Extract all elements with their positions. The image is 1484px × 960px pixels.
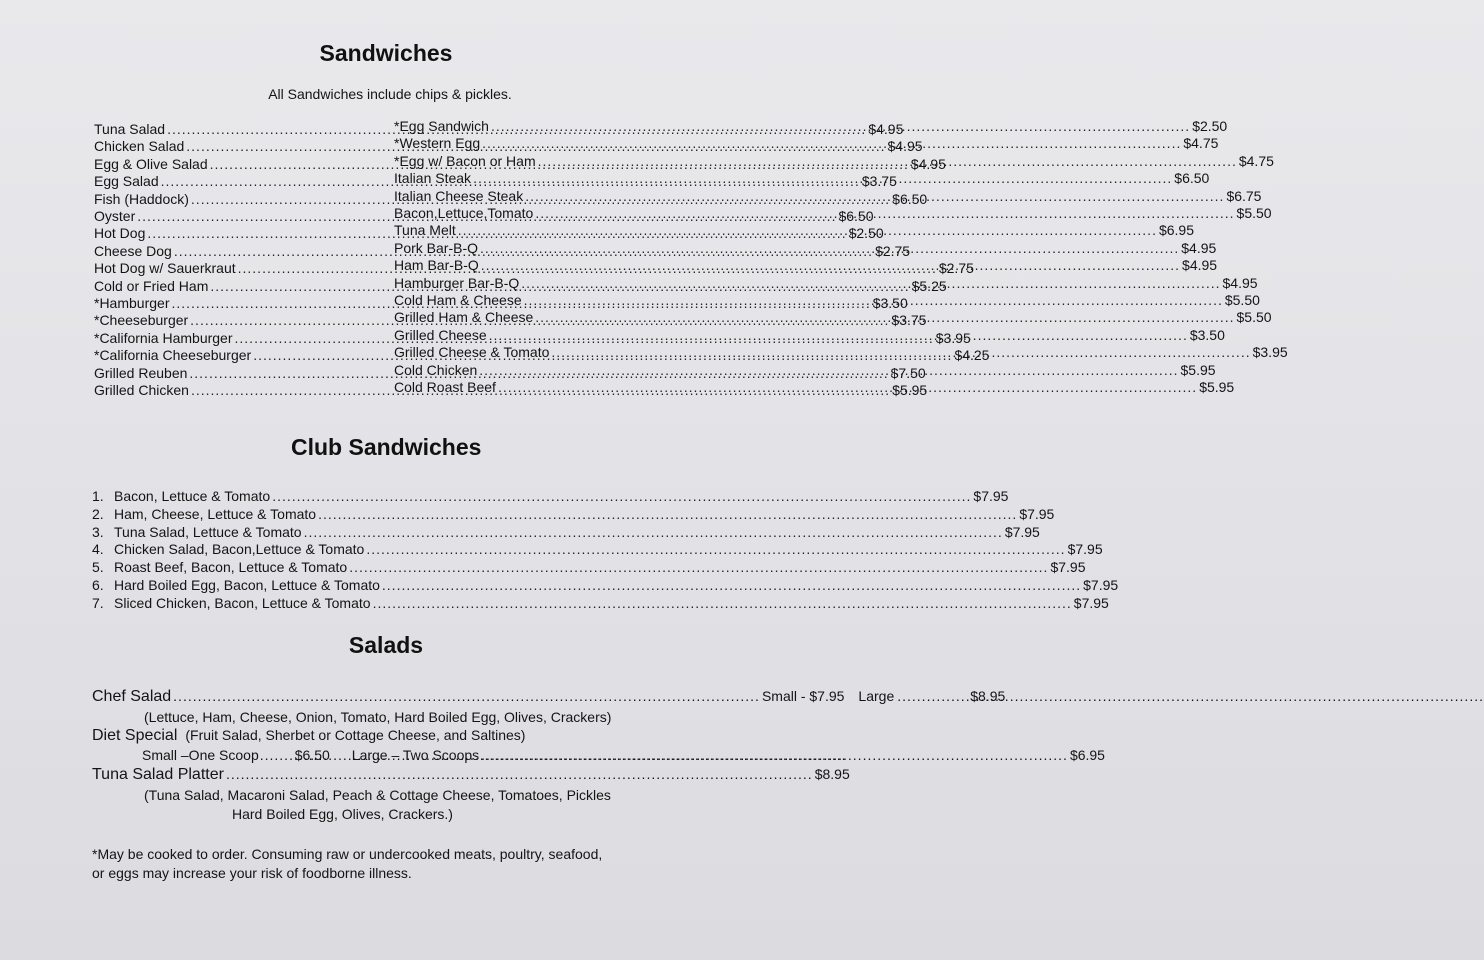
notice-line-1: *May be cooked to order. Consuming raw or undercooked meats, poultry, seafood, bbox=[92, 846, 603, 862]
item-number: 2. bbox=[92, 505, 104, 522]
item-name: Sliced Chicken, Bacon, Lettuce & Tomato bbox=[114, 594, 371, 611]
item-name: Cold Ham & Cheese bbox=[394, 292, 522, 309]
club-sandwiches-list bbox=[92, 488, 1119, 613]
leader-dots bbox=[349, 559, 1048, 577]
item-price: $5.25 bbox=[911, 277, 947, 294]
item-price: $6.95 bbox=[1158, 222, 1195, 239]
item-price: $5.50 bbox=[1224, 292, 1260, 309]
leader-dots bbox=[226, 766, 813, 782]
item-name: Ham, Cheese, Lettuce & Tomato bbox=[114, 505, 317, 522]
leader-dots bbox=[535, 309, 1234, 326]
diet-large-price: $6.95 bbox=[1069, 747, 1105, 763]
item-price: $7.95 bbox=[1004, 523, 1040, 540]
item-name: Grilled Ham & Cheese bbox=[394, 309, 534, 326]
item-name: *Western Egg bbox=[394, 135, 481, 152]
item-price: $5.95 bbox=[1199, 379, 1235, 396]
tuna-platter-row bbox=[92, 766, 850, 786]
item-name: Italian Steak bbox=[394, 170, 472, 187]
chef-salad-description: (Lettuce, Ham, Cheese, Onion, Tomato, Hard Boiled Egg, Olives, Crackers) bbox=[144, 709, 612, 725]
item-price: $4.95 bbox=[1222, 274, 1258, 291]
item-number: 4. bbox=[92, 541, 104, 558]
item-name: Tuna Salad, Lettuce & Tomato bbox=[114, 523, 302, 540]
club-item bbox=[92, 559, 1086, 577]
club-item bbox=[92, 576, 1119, 595]
item-price: $4.95 bbox=[868, 121, 904, 137]
leader-dots bbox=[525, 188, 1224, 205]
item-name: Roast Beef, Bacon, Lettuce & Tomato bbox=[114, 559, 348, 576]
salads-heading: Salads bbox=[348, 632, 424, 658]
leader-dots bbox=[173, 688, 760, 704]
chef-salad-large-price: $8.95 bbox=[970, 688, 1006, 704]
tuna-platter-description-2: Hard Boiled Egg, Olives, Crackers.) bbox=[232, 806, 453, 822]
item-number: 1. bbox=[92, 488, 104, 504]
diet-small-option bbox=[142, 747, 330, 763]
item-name: Tuna Salad bbox=[94, 121, 166, 137]
item-name: Pork Bar-B-Q bbox=[394, 239, 479, 256]
item-name: Egg Salad bbox=[94, 173, 159, 190]
item-price: $3.50 bbox=[872, 295, 908, 312]
item-price: $6.50 bbox=[838, 208, 874, 225]
leader-dots bbox=[481, 257, 1180, 274]
diet-special-row bbox=[92, 727, 672, 747]
leader-dots bbox=[535, 205, 1234, 222]
item-number: 3. bbox=[92, 523, 104, 540]
leader-dots bbox=[260, 747, 294, 763]
club-item bbox=[92, 594, 1109, 613]
item-name: Chicken Salad, Bacon,Lettuce & Tomato bbox=[114, 541, 365, 558]
item-name: *Cheeseburger bbox=[94, 312, 189, 329]
item-price: $3.75 bbox=[861, 173, 897, 190]
item-number: 6. bbox=[92, 576, 104, 593]
diet-large-label: Large – Two Scoops bbox=[351, 747, 480, 763]
item-price: $3.50 bbox=[1189, 326, 1225, 343]
item-price: $2.75 bbox=[875, 242, 911, 259]
item-price: $4.75 bbox=[1183, 135, 1219, 152]
foodborne-illness-notice bbox=[92, 845, 692, 883]
diet-special-description: (Fruit Salad, Sherbet or Cottage Cheese, and Saltines) bbox=[185, 727, 526, 743]
diet-special-name: Diet Special bbox=[92, 727, 178, 744]
item-price: $7.95 bbox=[1067, 541, 1103, 558]
tuna-platter-name: Tuna Salad Platter bbox=[92, 766, 224, 783]
diet-small-price: $6.50 bbox=[294, 747, 330, 763]
item-name: Cold Chicken bbox=[394, 361, 478, 378]
leader-dots bbox=[521, 275, 1220, 292]
item-price: $5.50 bbox=[1236, 205, 1272, 222]
leader-dots bbox=[491, 118, 1190, 135]
item-name: Cheese Dog bbox=[94, 242, 172, 259]
item-price: $5.95 bbox=[892, 382, 928, 399]
club-item bbox=[92, 505, 1055, 524]
item-name: Grilled Cheese & Tomato bbox=[394, 344, 550, 361]
leader-dots bbox=[482, 135, 1181, 152]
chef-salad-row bbox=[92, 688, 1006, 708]
leader-dots bbox=[382, 577, 1081, 595]
item-name: *Egg Sandwich bbox=[394, 118, 489, 134]
item-price: $7.95 bbox=[1050, 559, 1086, 576]
chef-salad-name: Chef Salad bbox=[92, 688, 172, 705]
item-price: $2.50 bbox=[1192, 118, 1228, 134]
diet-special-sizes bbox=[92, 747, 1105, 766]
item-name: Grilled Reuben bbox=[94, 364, 188, 381]
leader-dots bbox=[304, 524, 1003, 542]
leader-dots bbox=[897, 688, 967, 704]
notice-line-2: or eggs may increase your risk of foodborne illness. bbox=[92, 865, 412, 881]
leader-dots bbox=[366, 541, 1065, 559]
item-name: Hard Boiled Egg, Bacon, Lettuce & Tomato bbox=[114, 576, 380, 593]
sandwiches-heading: Sandwiches bbox=[319, 40, 453, 66]
leader-dots bbox=[498, 379, 1197, 396]
item-price: $7.95 bbox=[1073, 594, 1109, 611]
item-name: Grilled Chicken bbox=[94, 382, 189, 399]
item-name: Hamburger Bar-B-Q bbox=[394, 274, 520, 291]
item-name: *California Cheeseburger bbox=[94, 347, 252, 364]
leader-dots bbox=[373, 595, 1072, 613]
leader-dots bbox=[524, 292, 1223, 309]
item-name: Italian Cheese Steak bbox=[394, 187, 524, 204]
item-price: $7.50 bbox=[890, 364, 926, 381]
item-name: Chicken Salad bbox=[94, 138, 185, 155]
item-name: Hot Dog w/ Sauerkraut bbox=[94, 260, 236, 277]
item-name: *Egg w/ Bacon or Ham bbox=[394, 152, 536, 169]
chef-salad-small: Small - $7.95 bbox=[761, 688, 845, 704]
item-price: $7.95 bbox=[1083, 576, 1119, 593]
leader-dots bbox=[480, 240, 1179, 257]
sandwiches-subtitle: All Sandwiches include chips & pickles. bbox=[268, 86, 512, 102]
leader-dots bbox=[479, 362, 1178, 379]
club-sandwiches-heading: Club Sandwiches bbox=[291, 434, 482, 460]
item-name: Fish (Haddock) bbox=[94, 190, 189, 207]
item-name: Bacon, Lettuce & Tomato bbox=[114, 488, 271, 504]
item-name: Grilled Cheese bbox=[394, 326, 487, 343]
salads-section bbox=[92, 688, 1105, 824]
item-number: 7. bbox=[92, 594, 104, 611]
tuna-platter-price: $8.95 bbox=[814, 766, 850, 782]
item-price: $3.95 bbox=[1252, 344, 1288, 361]
leader-dots bbox=[489, 327, 1188, 344]
item-price: $3.75 bbox=[891, 312, 927, 329]
item-price: $4.95 bbox=[1182, 257, 1218, 274]
item-name: *California Hamburger bbox=[94, 329, 233, 346]
item-name: Ham Bar-B-Q bbox=[394, 257, 479, 274]
item-price: $5.95 bbox=[1180, 361, 1216, 378]
item-price: $4.95 bbox=[1181, 239, 1217, 256]
item-name: Oyster bbox=[94, 208, 136, 225]
item-price: $4.75 bbox=[1238, 152, 1274, 169]
chef-salad-large-label: Large bbox=[858, 688, 895, 704]
item-price: $6.50 bbox=[892, 190, 928, 207]
item-number: 5. bbox=[92, 559, 104, 576]
item-name: Tuna Melt bbox=[394, 222, 456, 239]
leader-dots bbox=[538, 153, 1237, 170]
item-name: Hot Dog bbox=[94, 225, 146, 242]
item-price: $3.95 bbox=[935, 329, 971, 346]
leader-dots bbox=[458, 222, 1157, 239]
leader-dots bbox=[481, 747, 1068, 763]
item-name: Bacon,Lettuce,Tomato bbox=[394, 205, 534, 222]
item-name: Cold or Fried Ham bbox=[94, 277, 209, 294]
diet-large-option bbox=[352, 747, 1105, 763]
leader-dots bbox=[318, 506, 1017, 524]
club-item bbox=[92, 488, 1009, 506]
item-price: $6.75 bbox=[1226, 187, 1262, 204]
leader-dots bbox=[272, 488, 971, 506]
item-price: $6.50 bbox=[1174, 170, 1210, 187]
item-price: $4.95 bbox=[910, 155, 946, 172]
tuna-platter-description-1: (Tuna Salad, Macaroni Salad, Peach & Cottage Cheese, Tomatoes, Pickles bbox=[144, 787, 611, 803]
club-item bbox=[92, 523, 1040, 542]
item-name: Cold Roast Beef bbox=[394, 379, 496, 396]
club-item bbox=[92, 541, 1103, 559]
sandwiches.right-item bbox=[394, 379, 1235, 396]
leader-dots bbox=[551, 344, 1250, 361]
item-price: $7.95 bbox=[1019, 505, 1055, 522]
item-name: *Hamburger bbox=[94, 295, 170, 312]
item-price: $4.95 bbox=[887, 138, 923, 155]
leader-dots bbox=[473, 170, 1172, 187]
item-name: Egg & Olive Salad bbox=[94, 155, 208, 172]
item-price: $2.50 bbox=[848, 225, 884, 242]
item-price: $5.50 bbox=[1236, 309, 1272, 326]
item-price: $2.75 bbox=[938, 260, 974, 277]
item-price: $7.95 bbox=[973, 488, 1009, 504]
diet-small-label: Small –One Scoop bbox=[142, 747, 259, 763]
item-price: $4.25 bbox=[954, 347, 990, 364]
